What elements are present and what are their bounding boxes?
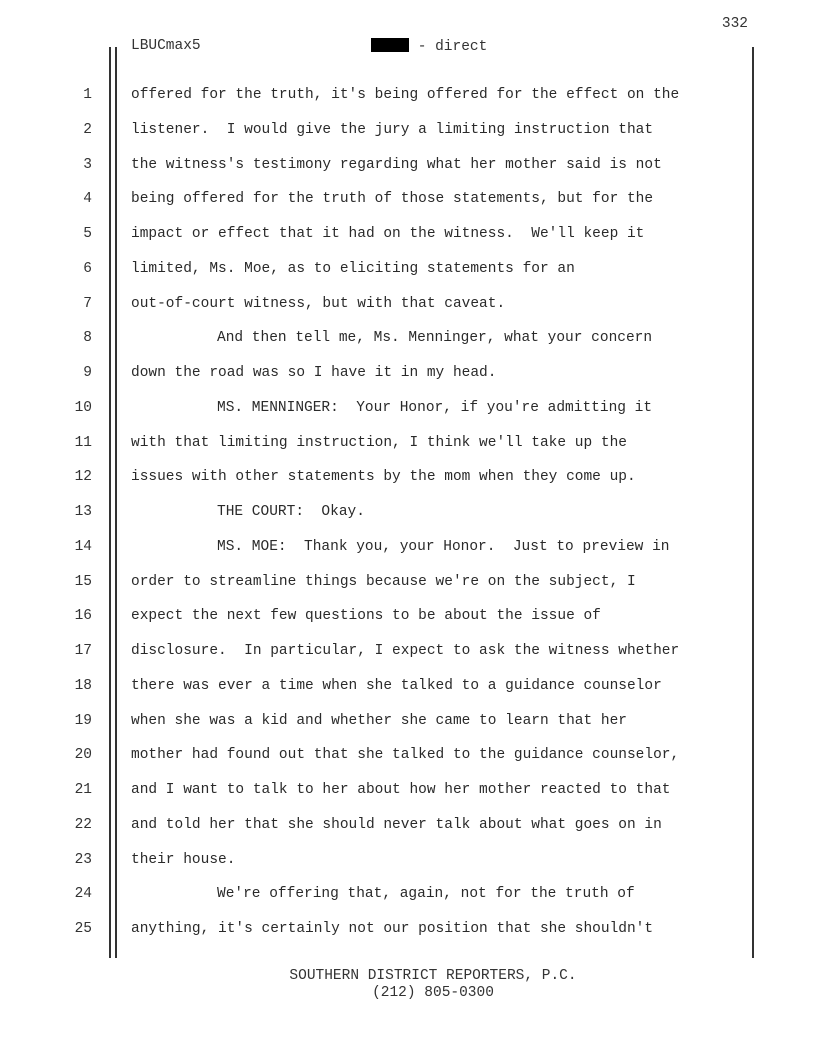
line-number: 18 [74,677,92,694]
line-number: 13 [74,504,92,520]
line-number: 3 [83,156,92,173]
line-text: anything, it's certainly not our position that she shouldn't [131,921,654,937]
line-number: 20 [74,747,92,764]
line-number: 6 [83,260,92,277]
transcript-line [0,917,816,952]
transcript-line [0,535,816,570]
transcript-line [0,778,816,813]
transcript-line [0,292,816,327]
line-text: down the road was so I have it in my head. [131,365,497,381]
transcript-lines [0,83,816,952]
line-number: 7 [83,295,92,312]
transcript-line [0,882,816,917]
transcript-line [0,222,816,257]
transcript-line [0,743,816,778]
line-number: 16 [74,608,92,625]
line-text: MS. MOE: Thank you, your Honor. Just to preview in [217,538,670,555]
case-code: LBUCmax5 [131,38,201,54]
line-text: and I want to talk to her about how her mother reacted to that [131,782,671,798]
transcript-line [0,500,816,535]
line-number: 23 [74,851,92,868]
witness-label [371,38,487,55]
transcript-line [0,674,816,709]
line-text: the witness's testimony regarding what her mother said is not [131,156,662,173]
line-text: We're offering that, again, not for the truth of [217,886,635,903]
transcript-line [0,396,816,431]
transcript-line [0,153,816,188]
line-number: 17 [74,643,92,659]
line-number: 25 [74,921,92,937]
line-number: 22 [74,816,92,833]
line-text: offered for the truth, it's being offered for the effect on the [131,87,680,103]
transcript-line [0,257,816,292]
reporter-phone: (212) 805-0300 [372,985,494,1001]
transcript-line [0,848,816,883]
line-number: 12 [74,469,92,486]
transcript-line [0,187,816,222]
line-text: issues with other statements by the mom when they come up. [131,469,636,486]
footer [0,968,816,1002]
line-text: MS. MENNINGER: Your Honor, if you're admitting it [217,399,653,416]
transcript-line [0,709,816,744]
line-number: 2 [83,121,92,138]
line-text: with that limiting instruction, I think we'll take up the [131,434,627,451]
transcript-line [0,83,816,118]
transcript-line [0,465,816,500]
transcript-line [0,813,816,848]
line-number: 19 [74,712,92,729]
line-text: being offered for the truth of those statements, but for the [131,191,654,208]
line-number: 9 [83,365,92,381]
line-number: 4 [83,191,92,208]
transcript-line [0,604,816,639]
line-number: 8 [83,330,92,347]
line-text: order to streamline things because we're on the subject, I [131,573,636,590]
line-text: mother had found out that she talked to the guidance counselor, [131,747,680,764]
line-text: when she was a kid and whether she came to learn that her [131,712,627,729]
line-text: And then tell me, Ms. Menninger, what your concern [217,330,653,347]
line-text: THE COURT: Okay. [217,504,365,520]
line-text: impact or effect that it had on the witness. We'll keep it [131,226,645,242]
line-number: 15 [74,573,92,590]
line-text: expect the next few questions to be about the issue of [131,608,601,625]
line-number: 21 [74,782,92,798]
reporter-name: SOUTHERN DISTRICT REPORTERS, P.C. [289,968,577,984]
line-text: listener. I would give the jury a limiting instruction that [131,121,654,138]
line-number: 11 [74,434,92,451]
page-number: 332 [721,16,748,32]
witness-suffix: - direct [409,39,488,55]
transcript-line [0,570,816,605]
line-number: 1 [83,87,92,103]
line-number: 14 [74,538,92,555]
transcript-line [0,326,816,361]
redaction-block [371,38,409,52]
transcript-line [0,118,816,153]
line-text: their house. [131,851,236,868]
transcript-line [0,361,816,396]
line-text: disclosure. In particular, I expect to ask the witness whether [131,643,680,659]
line-text: limited, Ms. Moe, as to eliciting statements for an [131,260,575,277]
line-number: 24 [74,886,92,903]
transcript-line [0,639,816,674]
line-text: out-of-court witness, but with that caveat. [131,295,506,312]
transcript-line [0,431,816,466]
line-number: 5 [83,226,92,242]
line-number: 10 [74,399,92,416]
line-text: and told her that she should never talk about what goes on in [131,816,662,833]
line-text: there was ever a time when she talked to a guidance counselor [131,677,662,694]
